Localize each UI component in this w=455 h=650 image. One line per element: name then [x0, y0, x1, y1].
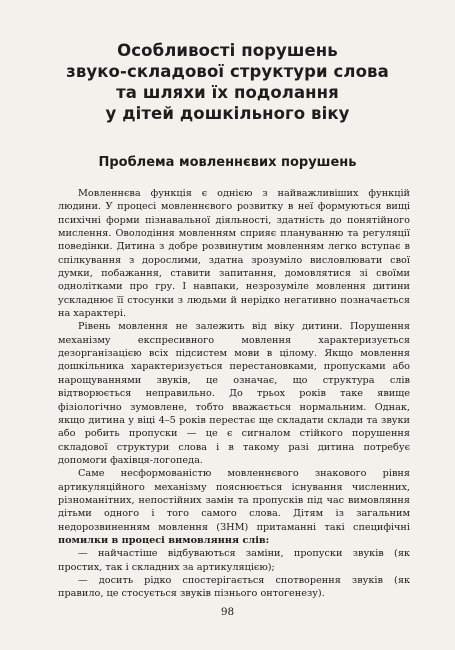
chapter-title: [0, 40, 455, 124]
paragraph-text: Саме несформованістю мовленнєвого знакового рівня артикуляційного механізму пояснюється існування численних, різноманітних, непостійних замін та пропусків під час вимовляння дітьми одного і того самого слова. Дітям із загальним недорозвиненням мовлення (ЗНМ) притаманні такі специфічні: [58, 468, 410, 533]
section-title: Проблема мовленнєвих порушень: [98, 155, 357, 170]
paragraph: Рівень мовлення не залежить від віку дитини. Порушення механізму експресивного мовлення характеризується дезорганізацією всіх підсистем мови в цілому. Якщо мовлення дошкільника характеризується перестановками, пропусками або нарощуваннями звуків, це означає, що структура слів відтворюється неправильно. До трьох років таке явище фізіологічно зумовлене, тобто вважається нормальним. Однак, якщо дитина у віці 4–5 років перестає ще складати склади та звуки або робить пропуски — це є сигналом стійкого порушення складової структури слова і в такому разі дитина потребує допомоги фахівця-логопеда.: [58, 321, 410, 466]
emphasis-text: помилки в процесі вимовляння слів:: [58, 534, 270, 546]
dash-list-item: — найчастіше відбуваються заміни, пропуски звуків (як простих, так і складних за артикуляцією);: [58, 548, 410, 573]
body-text: [58, 187, 410, 601]
chapter-title-line: у дітей дошкільного віку: [105, 104, 350, 123]
page-number: 98: [220, 606, 235, 618]
chapter-title-line: звуко-складової структури слова: [66, 62, 389, 81]
paragraph: [58, 467, 410, 547]
dash-list-item: — досить рідко спостерігається спотворення звуків (як правило, це стосується звуків пізнього онтогенезу).: [58, 574, 410, 600]
paragraph: Мовленнєва функція є однією з найважливіших функцій людини. У процесі мовленнєвого розвитку в неї формуються вищі психічні форми пізнавальної діяльності, здатність до понятійного мислення. Оволодіння мовленням сприяє плануванню та регуляції поведінки. Дитина з добре розвинутим мовленням легко вступає в спілкування з дорослими, здатна зрозуміло висловлювати свої думки, побажання, ставити запитання, домовлятися зі своїми однолітками про гру. І навпаки, незрозуміле мовлення дитини ускладнює її стосунки з людьми й нерідко негативно позначається на характері.: [58, 188, 410, 320]
chapter-title-line: Особливості порушень: [117, 41, 338, 60]
chapter-title-line: та шляхи їх подолання: [116, 83, 339, 102]
